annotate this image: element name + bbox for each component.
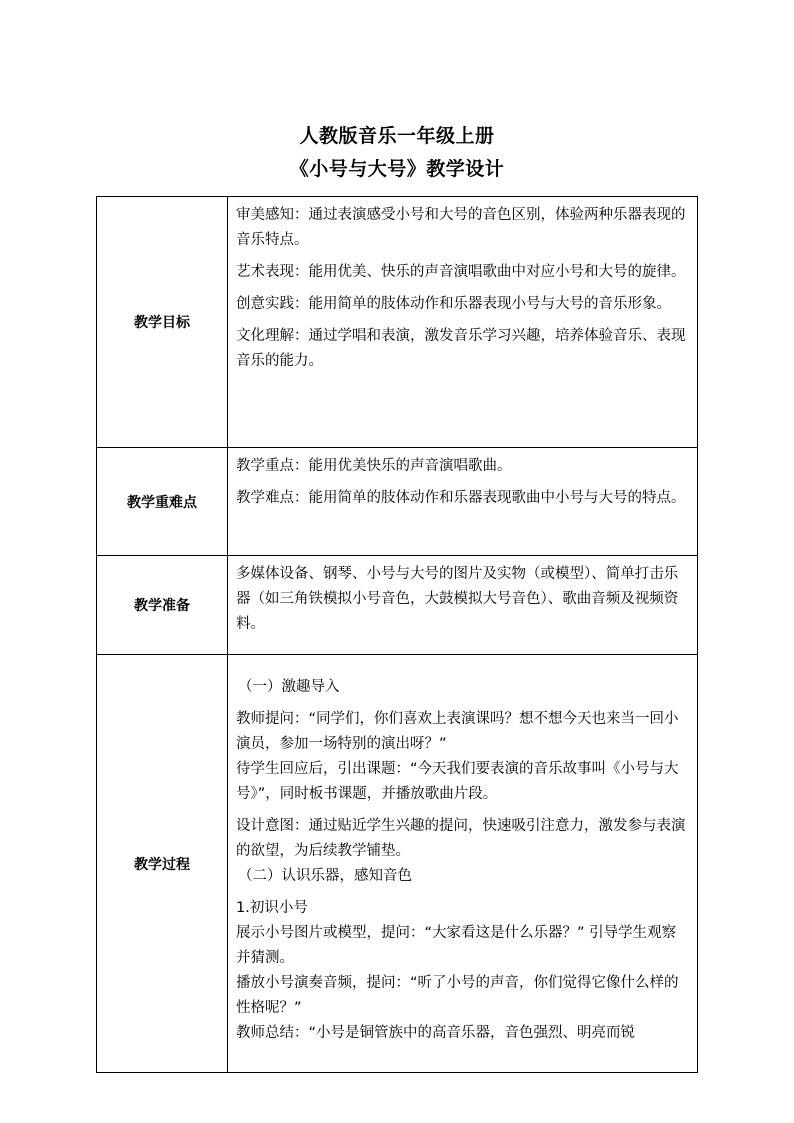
table-row-process (97, 655, 698, 1073)
section-intro-question: 教师提问：“同学们，你们喜欢上表演课吗？想不想今天也来当一回小演员，参加一场特别的演出呀？” (236, 711, 679, 752)
document-title: 人教版音乐一年级上册 (299, 125, 495, 147)
key-points-label: 教学重难点 (97, 448, 228, 556)
process-content (228, 655, 698, 1073)
trumpet-show-picture: 展示小号图片或模型，提问：“大家看这是什么乐器？” 引导学生观察并猜测。 (236, 925, 677, 966)
section-instruments-title: （二）认识乐器，感知音色 (238, 868, 412, 884)
preparation-label: 教学准备 (97, 556, 228, 655)
preparation-text: 多媒体设备、钢琴、小号与大号的图片及实物（或模型）、简单打击乐器（如三角铁模拟小号音色，大鼓模拟大号音色）、歌曲音频及视频资料。 (236, 566, 679, 632)
goal-aesthetic: 审美感知：通过表演感受小号和大号的音色区别，体验两种乐器表现的音乐特点。 (236, 207, 686, 248)
section-intro-title: （一）激趣导入 (238, 679, 340, 695)
goal-expression: 艺术表现：能用优美、快乐的声音演唱歌曲中对应小号和大号的旋律。 (236, 264, 686, 280)
process-label: 教学过程 (97, 655, 228, 1073)
subsection-trumpet-title: 1.初识小号 (236, 900, 308, 916)
trumpet-play-audio: 播放小号演奏音频，提问：“听了小号的声音，你们觉得它像什么样的性格呢？” (236, 975, 679, 1016)
section-intro-topic: 待学生回应后，引出课题：“今天我们要表演的音乐故事叫《小号与大号》”，同时板书课题，并播放歌曲片段。 (236, 761, 679, 802)
preparation-content (228, 556, 698, 655)
table-row-preparation (97, 556, 698, 655)
trumpet-teacher-summary: 教师总结：“小号是铜管族中的高音乐器，音色强烈、明亮而锐 (236, 1025, 636, 1041)
lesson-plan-table (96, 196, 698, 1073)
goal-creativity: 创意实践：能用简单的肢体动作和乐器表现小号与大号的音乐形象。 (236, 296, 671, 312)
section-intro-design-intent: 设计意图：通过贴近学生兴趣的提问，快速吸引注意力，激发参与表演的欲望，为后续教学铺垫。 (236, 818, 686, 859)
key-points-content (228, 448, 698, 556)
goals-label: 教学目标 (97, 197, 228, 448)
document-subtitle: 《小号与大号》教学设计 (289, 158, 505, 180)
key-point-focus: 教学重点：能用优美快乐的声音演唱歌曲。 (236, 458, 512, 474)
table-row-key-points (97, 448, 698, 556)
goals-content (228, 197, 698, 448)
table-row-goals (97, 197, 698, 448)
key-point-difficulty: 教学难点：能用简单的肢体动作和乐器表现歌曲中小号与大号的特点。 (236, 490, 686, 506)
goal-culture: 文化理解：通过学唱和表演，激发音乐学习兴趣，培养体验音乐、表现音乐的能力。 (236, 328, 686, 369)
